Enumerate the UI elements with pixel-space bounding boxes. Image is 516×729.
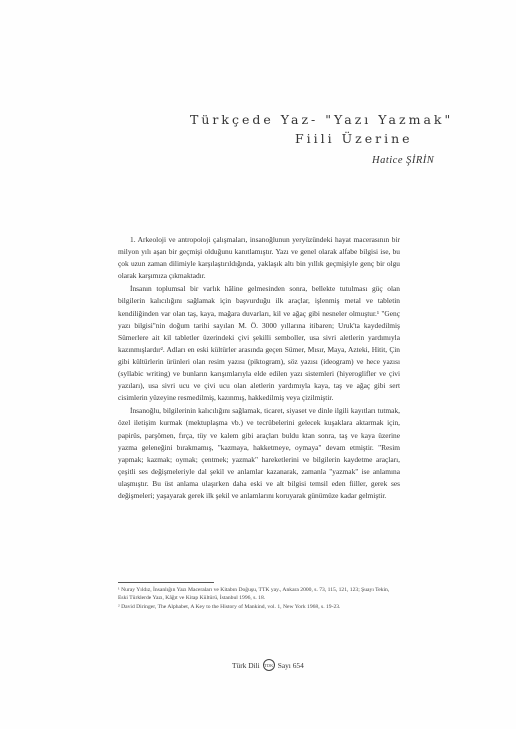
body-paragraph: İnsanoğlu, bilgilerinin kalıcılığını sağlamak, ticaret, siyaset ve dinle ilgili kayıtları tutmak, özel iletişim kurmak (mektuplaşma vb.) ve tecrübelerini gelecek kuşaklara aktarmak için, papirüs, parşömen, fırça, tüy ve kalem gibi araçları buldu ktan sonra, taş ve kaya üzerine yazma geleneğini bırakmamış, "kazmaya, hakketmeye, oymaya" devam etmiştir. "Resim yapmak; kazmak; oymak; çentmek; yazmak" hareketlerini ve bilgilerin kaydetme araçları, çeşitli ses değişmeleriyle dal şekil ve anlamlar kazanarak, zamanla "yazmak" ise anlamına ulaşmıştır. Bu üst anlama ulaşırken daha eski ve alt bilgisi temsil eden fiiller, gerek ses değişmeleri; yaşayarak gerek ilk şekil ve anlamlarını koruyarak günümüze kadar gelmiştir.	[118, 406, 400, 500]
journal-seal-icon: TDK	[263, 659, 275, 671]
footnote-divider	[118, 582, 214, 583]
footnotes	[118, 586, 400, 611]
article-body	[118, 234, 400, 502]
body-paragraph: İnsanın toplumsal bir varlık hâline gelmesinden sonra, bellekte tutulması güç olan bilgilerin kalıcılığını sağlamak için başvurduğu ilk araçlar, işlenmiş metal ve tabletin kendiliğinden var olan taş, kaya, mağara duvarları, kil ve ağaç gibi nesneler olmuştur.¹ "Genç yazı bilgisi"nin doğum tarihi sayılan M. Ö. 3000 yıllarına itibaren; Uruk'ta kaydedilmiş Sümerlere ait kil tabletler üzerindeki çivi şekilli semboller, usa sivri aletlerin yardımıyla kazınmışlardır². Adları en eski kültürler arasında geçen Sümer, Mısır, Maya, Azteki, Hitit, Çin gibi kültürlerin ürünleri olan resim yazısı (piktogram), söz yazısı (ideogram) ve hece yazısı (syllabic writing) ve bunların karışımlarıyla elde edilen yazı sistemleri (hiyeroglifler ve çivi yazıları), usa sivri ucu ve çivi ucu olan aletlerin yardımıyla kaya, taş ve ağaç gibi sert cisimlerin yüzeyine resmedilmiş, kazınmış, hakkedilmiş veya çizilmiştir.	[118, 284, 400, 403]
footnote: ² David Diringer, The Alphabet, A Key to the History of Mankind, vol. 1, New York 1968, s. 19-23.	[118, 603, 341, 610]
page-footer	[232, 659, 304, 671]
article-title-line2: Fiili Üzerine	[295, 131, 413, 146]
journal-name: Türk Dili	[232, 660, 260, 670]
body-paragraph: 1. Arkeoloji ve antropoloji çalışmaları, insanoğlunun yeryüzündeki hayat macerasının bir milyon yılı aşan bir geçmişi olduğunu kanıtlamıştır. Yazı ve genel olarak alfabe bilgisi ise, bu çok uzun zaman dilimiyle karşılaştırıldığında, yaklaşık altı bin yıllık geçmişiyle genç bir olgu olarak karşımıza çıkmaktadır.	[118, 235, 400, 281]
issue-number: Sayı 654	[277, 660, 304, 670]
article-title: Türkçede Yaz- "Yazı Yazmak"	[190, 112, 454, 127]
author-name: Hatice ŞİRİN	[372, 155, 435, 166]
footnote: ¹ Nuray Yıldız, İnsanlığın Yazı Maceraları ve Kitabın Doğuşu, TTK yay., Ankara 2000, s. 73, 115, 121, 123; Şuayı Tekin, Eski Türklerde Yazı, Kâğıt ve Kitap Kültürü, İstanbul 1996, s. 18.	[118, 587, 390, 602]
